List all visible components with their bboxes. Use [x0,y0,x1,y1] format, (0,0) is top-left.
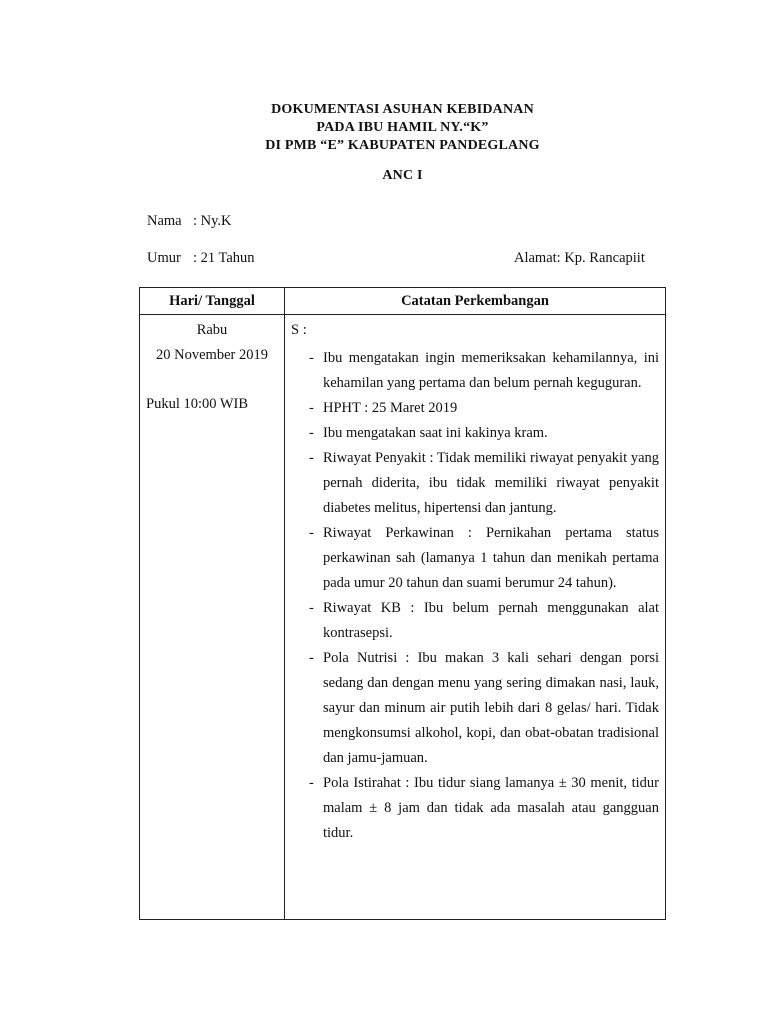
table-header-row [140,288,666,315]
patient-age [147,249,255,267]
patient-name [147,212,232,230]
list-item-text: Riwayat Perkawinan : Pernikahan pertama status perkawinan sah (lamanya 1 tahun dan menikah pertama pada umur 20 tahun dan suami berumur 24 tahun). [323,525,659,591]
list-item-text: Riwayat KB : Ibu belum pernah menggunakan alat kontrasepsi. [323,600,659,641]
bullet-dash: - [309,400,314,416]
list-item [291,521,659,596]
list-item-text: Ibu mengatakan ingin memeriksakan kehamilannya, ini kehamilan yang pertama dan belum pernah keguguran. [323,350,659,391]
patient-age-label: Umur [147,250,181,266]
title-line-3: DI PMB “E” KABUPATEN PANDEGLANG [265,138,540,153]
list-item [291,596,659,646]
title-line-1: DOKUMENTASI ASUHAN KEBIDANAN [271,102,534,117]
list-item-text: Pola Nutrisi : Ibu makan 3 kali sehari dengan porsi sedang dan dengan menu yang sering dimakan nasi, lauk, sayur dan minum air putih lebih dari 8 gelas/ hari. Tidak mengkonsumsi alkohol, kopi, dan obat-obatan tradisional dan jamu-jamuan. [323,650,659,766]
list-item [291,646,659,771]
time-text: Pukul 10:00 WIB [146,396,249,412]
title-anc: ANC I [382,168,423,183]
date-cell [140,315,285,920]
title-line-2: PADA IBU HAMIL NY.“K” [316,120,489,135]
progress-notes-table [139,287,666,920]
column-header-notes: Catatan Perkembangan [285,288,666,315]
day-text: Rabu [196,322,228,338]
list-item [291,346,659,396]
bullet-dash: - [309,775,314,791]
bullet-dash: - [309,425,314,441]
patient-name-label: Nama [147,213,182,229]
list-item-text: Pola Istirahat : Ibu tidur siang lamanya ± 30 menit, tidur malam ± 8 jam dan tidak ada masalah atau gangguan tidur. [323,775,659,841]
bullet-dash: - [309,600,314,616]
bullet-dash: - [309,525,314,541]
bullet-dash: - [309,450,314,466]
subjective-label: S : [291,322,307,338]
notes-cell [285,315,666,920]
document-title [0,101,768,185]
list-item [291,771,659,846]
bullet-dash: - [309,350,314,366]
list-item-text: HPHT : 25 Maret 2019 [323,400,458,416]
notes-list [291,346,659,846]
list-item [291,446,659,521]
list-item [291,396,659,421]
bullet-dash: - [309,650,314,666]
patient-age-value: : 21 Tahun [193,250,255,266]
list-item [291,421,659,446]
list-item-text: Ibu mengatakan saat ini kakinya kram. [323,425,548,441]
patient-address: Alamat: Kp. Rancapiit [514,250,645,266]
table-row [140,315,666,920]
patient-name-value: : Ny.K [193,213,232,229]
list-item-text: Riwayat Penyakit : Tidak memiliki riwayat penyakit yang pernah diderita, ibu tidak memiliki riwayat penyakit diabetes melitus, hipertensi dan jantung. [323,450,659,516]
date-text: 20 November 2019 [156,347,268,363]
column-header-date: Hari/ Tanggal [140,288,285,315]
